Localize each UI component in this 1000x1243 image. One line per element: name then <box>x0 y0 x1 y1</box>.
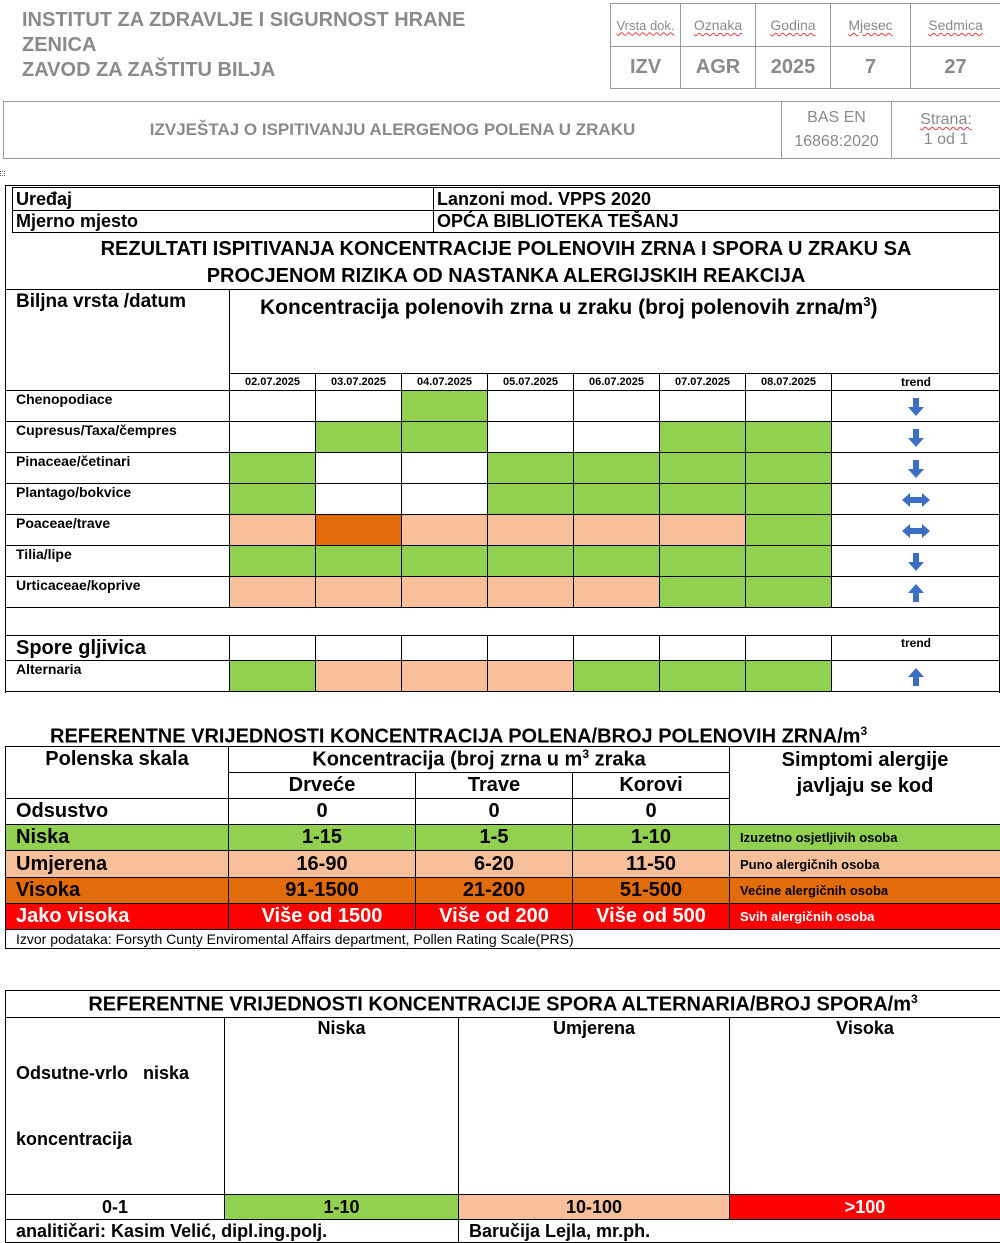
level-cell-moderate <box>316 661 402 692</box>
standard-line2: 16868:2020 <box>785 130 888 154</box>
level-cell-low <box>230 661 316 692</box>
level-cell-low <box>574 484 660 515</box>
trend-flat-arrow-icon <box>901 492 931 513</box>
species-row <box>6 391 1000 422</box>
symptoms-header: Simptomi alergije javljaju se kod <box>730 747 1000 825</box>
level-cell-none <box>574 422 660 453</box>
species-name: Pinaceae/četinari <box>6 453 230 484</box>
trend-cell <box>832 453 1000 484</box>
device-value: Lanzoni mod. VPPS 2020 <box>434 188 1000 211</box>
conc-header: Koncentracija (broj zrna u $m^3$ zraka <box>229 747 730 773</box>
spore-val-high: >100 <box>730 1195 1000 1220</box>
scale-row-absent: Odsustvo 0 0 0 <box>6 799 1000 825</box>
results-title-line1: REZULTATI ISPITIVANJA KONCENTRACIJE POLENOVIH ZRNA I SPORA U ZRAKU SA <box>12 236 1000 263</box>
trend-down-arrow-icon <box>907 459 925 484</box>
site-label: Mjerno mjesto <box>13 211 434 233</box>
page-value: 1 od 1 <box>895 130 997 150</box>
level-cell-none <box>402 484 488 515</box>
date-header-6: 07.07.2025 <box>660 374 746 391</box>
level-cell-low <box>746 577 832 608</box>
species-row <box>6 484 1000 515</box>
dates-row <box>6 374 1000 391</box>
species-name: Poaceae/trave <box>6 515 230 546</box>
page-cell <box>892 102 1000 159</box>
scale-row-high: Visoka 91-1500 21-200 51-500 Većine alergičnih osoba <box>6 878 1000 904</box>
level-cell-low <box>574 453 660 484</box>
level-cell-low <box>230 453 316 484</box>
level-cell-low <box>488 546 574 577</box>
level-cell-moderate <box>402 661 488 692</box>
analyst-right: Baručija Lejla, mr.ph. <box>459 1220 1000 1243</box>
level-cell-low <box>660 577 746 608</box>
level-cell-low <box>488 453 574 484</box>
level-cell-moderate <box>488 661 574 692</box>
level-cell-low <box>230 546 316 577</box>
spore-col-absent: Odsutne-vrlo niska koncentracija <box>6 1018 225 1195</box>
level-cell-moderate <box>574 577 660 608</box>
trend-cell <box>832 422 1000 453</box>
species-name: Tilia/lipe <box>6 546 230 577</box>
institute-name <box>22 8 465 83</box>
doc-code-table <box>610 3 1000 89</box>
level-cell-moderate <box>402 515 488 546</box>
standard-cell <box>782 102 892 159</box>
level-cell-low <box>746 515 832 546</box>
level-cell-none <box>230 391 316 422</box>
standard-line1: BAS EN <box>785 106 888 130</box>
anchor-marker <box>0 171 5 176</box>
species-row <box>6 546 1000 577</box>
level-cell-low <box>660 661 746 692</box>
year-value: 2025 <box>756 47 831 89</box>
date-header-7: 08.07.2025 <box>746 374 832 391</box>
page-label: Strana: <box>895 110 997 130</box>
level-cell-moderate <box>660 515 746 546</box>
concentration-header: Koncentracija polenovih zrna u zraku (broj polenovih zrna/$m^3$) <box>230 290 1000 374</box>
spore-val-low: 1-10 <box>225 1195 459 1220</box>
date-header-5: 06.07.2025 <box>574 374 660 391</box>
spores-trend-header: trend <box>832 636 1000 661</box>
species-row <box>6 661 1000 692</box>
spore-reference-table <box>5 990 1000 1243</box>
pollen-reference-table <box>5 746 1000 949</box>
week-value: 27 <box>911 47 1000 89</box>
spore-col-low: Niska <box>225 1018 459 1195</box>
results-grid <box>5 289 1000 692</box>
species-header: Biljna vrsta /datum <box>6 290 230 374</box>
separator-row <box>6 608 1000 636</box>
trend-header: trend <box>832 374 1000 391</box>
level-cell-low <box>660 422 746 453</box>
level-cell-none <box>230 422 316 453</box>
species-name: Plantago/bokvice <box>6 484 230 515</box>
spore-val-moderate: 10-100 <box>459 1195 730 1220</box>
mark-label: Oznaka <box>681 4 756 47</box>
level-cell-low <box>316 546 402 577</box>
level-cell-low <box>746 422 832 453</box>
level-cell-low <box>402 391 488 422</box>
spore-col-high: Visoka <box>730 1018 1000 1195</box>
results-title-line2: PROCJENOM RIZIKA OD NASTANKA ALERGIJSKIH REAKCIJA <box>12 263 1000 290</box>
pollen-reference-title: REFERENTNE VRIJEDNOSTI KONCENTRACIJA POLENA/BROJ POLENOVIH ZRNA/$m^3$ <box>50 718 867 750</box>
level-cell-low <box>574 546 660 577</box>
level-cell-none <box>402 453 488 484</box>
level-cell-moderate <box>488 577 574 608</box>
level-cell-moderate <box>230 577 316 608</box>
date-header-2: 03.07.2025 <box>316 374 402 391</box>
species-row <box>6 515 1000 546</box>
level-cell-none <box>316 453 402 484</box>
trend-up-arrow-icon <box>907 667 925 692</box>
level-cell-low <box>230 484 316 515</box>
species-row <box>6 422 1000 453</box>
trend-cell <box>832 484 1000 515</box>
level-cell-none <box>746 391 832 422</box>
trend-cell <box>832 577 1000 608</box>
date-header-3: 04.07.2025 <box>402 374 488 391</box>
analyst-left: analitičari: Kasim Velić, dipl.ing.polj. <box>6 1220 459 1243</box>
year-label: Godina <box>756 4 831 47</box>
level-cell-moderate <box>402 577 488 608</box>
species-row <box>6 577 1000 608</box>
level-cell-low <box>746 661 832 692</box>
level-cell-low <box>316 422 402 453</box>
scale-header: Polenska skala <box>6 747 229 773</box>
report-title-table <box>3 101 1000 159</box>
site-value: OPĆA BIBLIOTEKA TEŠANJ <box>434 211 1000 233</box>
level-cell-moderate <box>230 515 316 546</box>
species-name: Cupresus/Taxa/čempres <box>6 422 230 453</box>
month-label: Mjesec <box>831 4 911 47</box>
date-header-4: 05.07.2025 <box>488 374 574 391</box>
trend-down-arrow-icon <box>907 397 925 422</box>
report-title: IZVJEŠTAJ O ISPITIVANJU ALERGENOG POLENA U ZRAKU <box>4 102 782 159</box>
level-cell-none <box>488 422 574 453</box>
trend-down-arrow-icon <box>907 428 925 453</box>
level-cell-low <box>746 484 832 515</box>
level-cell-none <box>488 391 574 422</box>
level-cell-low <box>660 546 746 577</box>
trend-up-arrow-icon <box>907 583 925 608</box>
species-name: Alternaria <box>6 661 230 692</box>
level-cell-none <box>316 484 402 515</box>
spore-col-moderate: Umjerena <box>459 1018 730 1195</box>
trend-cell <box>832 515 1000 546</box>
level-cell-moderate <box>488 515 574 546</box>
institute-line3: ZAVOD ZA ZAŠTITU BILJA <box>22 58 465 83</box>
scale-row-low: Niska 1-15 1-5 1-10 Izuzetno osjetljivih osoba <box>6 825 1000 851</box>
trend-cell <box>832 391 1000 422</box>
month-value: 7 <box>831 47 911 89</box>
species-name: Chenopodiace <box>6 391 230 422</box>
level-cell-low <box>746 546 832 577</box>
level-cell-low <box>402 422 488 453</box>
doc-type-value: IZV <box>611 47 681 89</box>
level-cell-low <box>746 453 832 484</box>
results-title <box>12 236 1000 290</box>
col-grasses: Trave <box>416 773 573 799</box>
level-cell-none <box>316 391 402 422</box>
device-table <box>12 187 1000 233</box>
species-name: Urticaceae/koprive <box>6 577 230 608</box>
week-label: Sedmica <box>911 4 1000 47</box>
trend-cell <box>832 661 1000 692</box>
spores-header: Spore gljivica <box>6 636 230 661</box>
source-note: Izvor podataka: Forsyth Cunty Enviromental Affairs department, Pollen Rating Scale(PRS) <box>6 930 1000 949</box>
mark-value: AGR <box>681 47 756 89</box>
scale-row-moderate: Umjerena 16-90 6-20 11-50 Puno alergičnih osoba <box>6 851 1000 878</box>
species-row <box>6 453 1000 484</box>
scale-row-very-high: Jako visoka Više od 1500 Više od 200 Više od 500 Svih alergičnih osoba <box>6 904 1000 930</box>
trend-flat-arrow-icon <box>901 523 931 544</box>
level-cell-low <box>660 484 746 515</box>
device-label: Uređaj <box>13 188 434 211</box>
institute-line2: ZENICA <box>22 33 465 58</box>
col-trees: Drveće <box>229 773 416 799</box>
level-cell-moderate <box>574 515 660 546</box>
institute-line1: INSTITUT ZA ZDRAVLJE I SIGURNOST HRANE <box>22 8 465 33</box>
trend-cell <box>832 546 1000 577</box>
spore-val-absent: 0-1 <box>6 1195 225 1220</box>
level-cell-none <box>660 391 746 422</box>
level-cell-low <box>402 546 488 577</box>
date-header-1: 02.07.2025 <box>230 374 316 391</box>
col-weeds: Korovi <box>573 773 730 799</box>
level-cell-moderate <box>316 577 402 608</box>
level-cell-low <box>574 661 660 692</box>
level-cell-low <box>488 484 574 515</box>
trend-down-arrow-icon <box>907 552 925 577</box>
doc-type-label: Vrsta dok. <box>611 4 681 47</box>
level-cell-low <box>660 453 746 484</box>
spore-reference-title: REFERENTNE VRIJEDNOSTI KONCENTRACIJE SPORA ALTERNARIA/BROJ SPORA/$m^3$ <box>6 991 1000 1018</box>
level-cell-none <box>574 391 660 422</box>
level-cell-high <box>316 515 402 546</box>
